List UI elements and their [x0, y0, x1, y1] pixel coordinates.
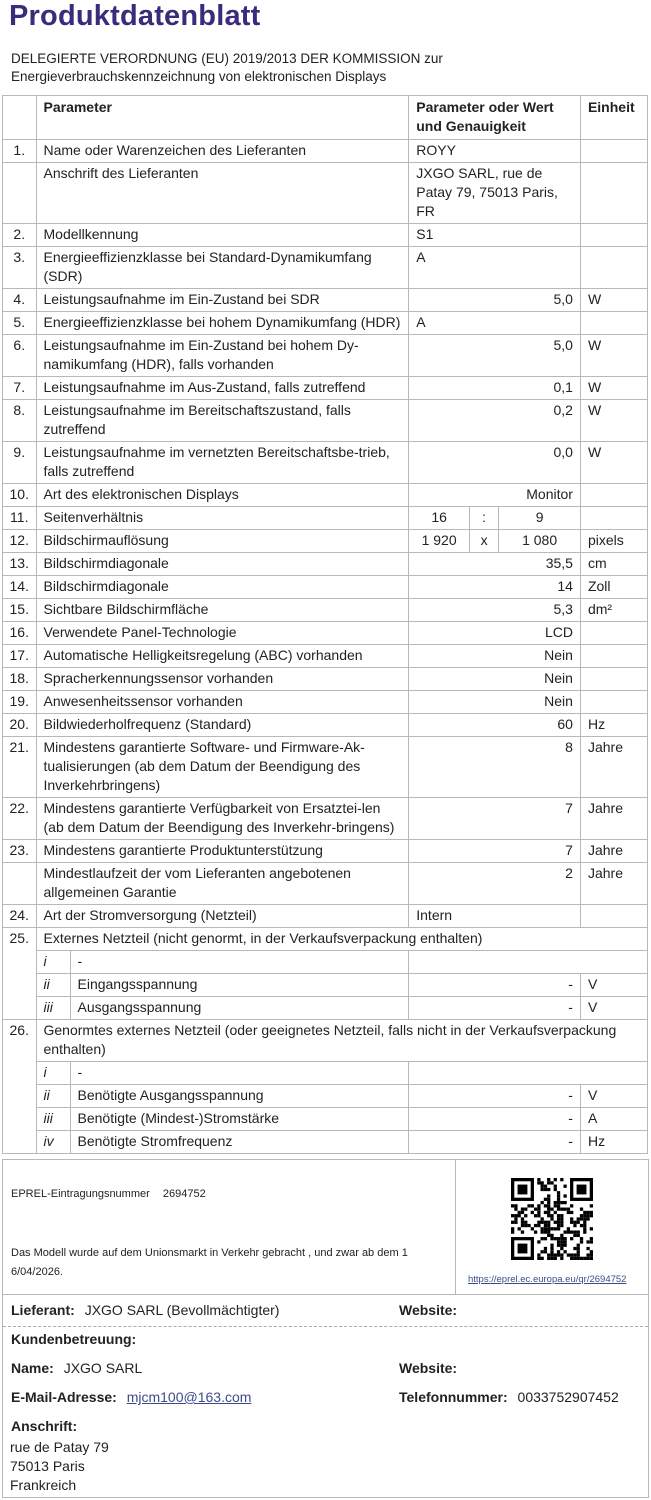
row-value: 0,0 — [409, 442, 581, 484]
row-number: 6. — [3, 335, 37, 377]
table-row — [3, 599, 648, 622]
header-value: Parameter oder Wert und Genauigkeit — [409, 96, 581, 140]
table-row — [3, 714, 648, 737]
cs-email-row — [11, 1389, 251, 1405]
psu-sub-label: Eingangsspannung — [77, 976, 198, 992]
table-row — [3, 905, 648, 928]
spec-table — [2, 95, 648, 1154]
table-row — [3, 163, 648, 224]
row-value: Nein — [409, 691, 581, 714]
row-parameter: Energieeffizienzklasse bei hohem Dynamikumfang (HDR) — [36, 312, 409, 335]
row-parameter: Mindestens garantierte Verfügbarkeit von Ersatztei-len (ab dem Datum der Beendigung des Inverkehr-bringens) — [36, 798, 409, 840]
row-number: 5. — [3, 312, 37, 335]
row-unit: Jahre — [580, 840, 647, 863]
psu-sub-label-cell — [36, 1062, 409, 1085]
row-parameter: Leistungsaufnahme im Bereitschaftszustand, falls zutreffend — [36, 400, 409, 442]
supplier-website-label: Website: — [399, 1302, 458, 1318]
cs-phone-row — [399, 1389, 619, 1405]
row-unit: pixels — [580, 530, 647, 553]
row-parameter: Art des elektronischen Displays — [36, 484, 409, 507]
row-value: 35,5 — [409, 553, 581, 576]
psu-title: Genormtes externes Netzteil (oder geeignetes Netzteil, falls nicht in der Verkaufsverpackung enthalten) — [36, 1020, 648, 1062]
psu-sub-unit: A — [580, 1108, 647, 1131]
row-number: 12. — [3, 530, 37, 553]
row-unit — [580, 163, 647, 224]
table-row — [3, 798, 648, 840]
row-unit: dm² — [580, 599, 647, 622]
row-parameter: Bildschirmdiagonale — [36, 553, 409, 576]
cs-address-lines — [10, 1438, 109, 1495]
cs-email-label: E-Mail-Adresse: — [11, 1389, 117, 1405]
table-row — [3, 140, 648, 163]
psu-sub-label: Ausgangsspannung — [77, 999, 202, 1015]
eprel-label: EPREL-Eintragungsnummer — [11, 1188, 150, 1200]
row-parameter: Mindestlaufzeit der vom Lieferanten angebotenen allgemeinen Garantie — [36, 863, 409, 905]
header-unit: Einheit — [580, 96, 647, 140]
table-row — [3, 840, 648, 863]
row-value: Nein — [409, 668, 581, 691]
row-value: A — [409, 312, 581, 335]
psu-sub-unit: Hz — [580, 1131, 647, 1154]
psu-sub-label-cell — [36, 951, 409, 974]
qr-code-icon — [511, 1178, 593, 1260]
row-value: 5,0 — [409, 335, 581, 377]
row-parameter: Anschrift des Lieferanten — [36, 163, 409, 224]
table-row — [3, 484, 648, 507]
psu-header-row — [3, 1020, 648, 1062]
cs-name-label: Name: — [11, 1360, 54, 1376]
row-unit: Zoll — [580, 576, 647, 599]
row-number: 18. — [3, 668, 37, 691]
psu-sub-label-wrap — [37, 974, 409, 996]
table-row — [3, 247, 648, 289]
row-parameter: Anwesenheitssensor vorhanden — [36, 691, 409, 714]
psu-sub-blank — [409, 1062, 648, 1085]
table-row — [3, 400, 648, 442]
row-unit — [580, 507, 647, 530]
psu-sub-label-cell — [36, 1131, 409, 1154]
row-value-second: 9 — [499, 507, 581, 530]
table-row — [3, 737, 648, 798]
row-unit — [580, 668, 647, 691]
psu-sub-label: - — [77, 1064, 83, 1080]
supplier-row — [11, 1302, 279, 1318]
psu-sub-row — [3, 1108, 648, 1131]
table-row — [3, 530, 648, 553]
row-unit — [580, 247, 647, 289]
row-parameter: Spracherkennungssensor vorhanden — [36, 668, 409, 691]
page-title: Produktdatenblatt — [9, 0, 261, 32]
row-number: 15. — [3, 599, 37, 622]
row-parameter: Mindestens garantierte Produktunterstützung — [36, 840, 409, 863]
row-unit: Jahre — [580, 798, 647, 840]
psu-sub-row — [3, 951, 648, 974]
psu-sub-index: i — [37, 1062, 71, 1084]
header-parameter: Parameter — [36, 96, 409, 140]
row-unit — [580, 691, 647, 714]
eprel-text-area — [3, 1160, 456, 1294]
psu-sub-blank — [409, 951, 648, 974]
divider — [3, 1326, 648, 1327]
row-parameter: Energieeffizienzklasse bei Standard-Dynamikumfang (SDR) — [36, 247, 409, 289]
row-value: S1 — [409, 224, 581, 247]
row-value: 8 — [409, 737, 581, 798]
psu-sub-index: ii — [37, 1085, 71, 1107]
row-unit: Jahre — [580, 737, 647, 798]
supplier-label: Lieferant: — [11, 1302, 75, 1318]
row-number: 17. — [3, 645, 37, 668]
row-number: 13. — [3, 553, 37, 576]
row-parameter: Modellkennung — [36, 224, 409, 247]
cs-website-label: Website: — [399, 1360, 458, 1376]
psu-sub-label-cell — [36, 1085, 409, 1108]
row-unit: W — [580, 289, 647, 312]
row-number: 16. — [3, 622, 37, 645]
row-number: 26. — [3, 1020, 37, 1154]
row-value: Intern — [409, 905, 581, 928]
row-parameter: Seitenverhältnis — [36, 507, 409, 530]
row-value-first: 16 — [409, 507, 470, 530]
row-value: 14 — [409, 576, 581, 599]
psu-sub-row — [3, 997, 648, 1020]
address-line: 75013 Paris — [10, 1458, 85, 1474]
row-number: 2. — [3, 224, 37, 247]
row-parameter: Verwendete Panel-Technologie — [36, 622, 409, 645]
row-number: 24. — [3, 905, 37, 928]
cs-email-link[interactable]: mjcm100@163.com — [126, 1389, 252, 1405]
psu-sub-label-cell — [36, 997, 409, 1020]
row-parameter: Leistungsaufnahme im vernetzten Bereitschaftsbe-trieb, falls zutreffend — [36, 442, 409, 484]
row-unit — [580, 622, 647, 645]
row-value: 7 — [409, 798, 581, 840]
eprel-number: 2694752 — [162, 1188, 206, 1200]
row-number: 4. — [3, 289, 37, 312]
row-unit — [580, 484, 647, 507]
psu-sub-value: - — [409, 1108, 581, 1131]
address-line: Frankreich — [10, 1477, 77, 1493]
cs-address-label: Anschrift: — [11, 1418, 78, 1434]
table-header-row — [3, 96, 648, 140]
customer-service-heading — [11, 1331, 142, 1347]
psu-title: Externes Netzteil (nicht genormt, in der Verkaufsverpackung enthalten) — [36, 928, 648, 951]
eprel-link[interactable]: https://eprel.ec.europa.eu/qr/2694752 — [468, 1274, 627, 1285]
row-parameter: Leistungsaufnahme im Aus-Zustand, falls zutreffend — [36, 377, 409, 400]
table-row — [3, 507, 648, 530]
psu-sub-label: Benötigte Stromfrequenz — [77, 1133, 233, 1149]
psu-sub-index: iv — [37, 1131, 71, 1153]
row-number: 3. — [3, 247, 37, 289]
supplier-value: JXGO SARL (Bevollmächtigter) — [84, 1302, 280, 1318]
psu-sub-index: i — [37, 951, 71, 973]
table-row — [3, 553, 648, 576]
row-number: 23. — [3, 840, 37, 863]
row-number: 25. — [3, 928, 37, 1020]
psu-sub-label: Benötigte Ausgangsspannung — [77, 1087, 264, 1103]
row-unit — [580, 645, 647, 668]
row-value: LCD — [409, 622, 581, 645]
cs-name-row — [11, 1360, 142, 1376]
row-parameter: Sichtbare Bildschirmfläche — [36, 599, 409, 622]
row-number: 21. — [3, 737, 37, 798]
row-parameter: Name oder Warenzeichen des Lieferanten — [36, 140, 409, 163]
psu-sub-index: iii — [37, 997, 71, 1019]
row-parameter: Art der Stromversorgung (Netzteil) — [36, 905, 409, 928]
psu-sub-label: - — [77, 953, 83, 969]
header-number — [3, 96, 37, 140]
row-unit — [580, 140, 647, 163]
table-row — [3, 442, 648, 484]
row-unit: W — [580, 335, 647, 377]
cs-address-heading — [11, 1418, 83, 1434]
row-value: 2 — [409, 863, 581, 905]
row-unit: Hz — [580, 714, 647, 737]
market-date-note: Das Modell wurde auf dem Unionsmarkt in Verkehr gebracht , und zwar ab dem 1 6/04/2026. — [11, 1247, 408, 1278]
row-unit: W — [580, 377, 647, 400]
psu-sub-label-wrap — [37, 1131, 409, 1153]
table-row — [3, 312, 648, 335]
row-unit — [580, 905, 647, 928]
table-row — [3, 668, 648, 691]
row-parameter: Bildschirmdiagonale — [36, 576, 409, 599]
row-parameter: Bildwiederholfrequenz (Standard) — [36, 714, 409, 737]
row-number: 14. — [3, 576, 37, 599]
table-row — [3, 224, 648, 247]
table-row — [3, 622, 648, 645]
psu-sub-label-cell — [36, 1108, 409, 1131]
row-value: 5,3 — [409, 599, 581, 622]
psu-sub-row — [3, 1062, 648, 1085]
row-number: 19. — [3, 691, 37, 714]
psu-sub-value: - — [409, 997, 581, 1020]
row-parameter: Bildschirmauflösung — [36, 530, 409, 553]
psu-header-row — [3, 928, 648, 951]
row-value: Monitor — [409, 484, 581, 507]
row-number: 7. — [3, 377, 37, 400]
address-line: rue de Patay 79 — [10, 1439, 109, 1455]
row-value: ROYY — [409, 140, 581, 163]
row-value: 0,2 — [409, 400, 581, 442]
row-value: 5,0 — [409, 289, 581, 312]
cs-website-row — [399, 1360, 463, 1376]
row-parameter: Mindestens garantierte Software- und Firmware-Ak-tualisierungen (ab dem Datum der Beendigung des Inverkehrbringens) — [36, 737, 409, 798]
psu-sub-row — [3, 974, 648, 997]
psu-sub-unit: V — [580, 997, 647, 1020]
psu-sub-unit: V — [580, 1085, 647, 1108]
row-value: 7 — [409, 840, 581, 863]
row-parameter: Leistungsaufnahme im Ein-Zustand bei SDR — [36, 289, 409, 312]
row-number: 10. — [3, 484, 37, 507]
psu-sub-label-wrap — [37, 1108, 409, 1130]
row-value-second: 1 080 — [499, 530, 581, 553]
spec-table-body — [3, 140, 648, 1154]
row-parameter: Leistungsaufnahme im Ein-Zustand bei hohem Dy-namikumfang (HDR), falls vorhanden — [36, 335, 409, 377]
table-row — [3, 289, 648, 312]
psu-sub-label-wrap — [37, 1085, 409, 1107]
row-unit: W — [580, 442, 647, 484]
psu-sub-label-wrap — [37, 997, 409, 1019]
psu-sub-index: iii — [37, 1108, 71, 1130]
row-parameter: Automatische Helligkeitsregelung (ABC) vorhanden — [36, 645, 409, 668]
row-unit: Jahre — [580, 863, 647, 905]
eprel-registration — [11, 1188, 206, 1200]
row-unit — [580, 224, 647, 247]
table-row — [3, 377, 648, 400]
row-unit: cm — [580, 553, 647, 576]
cs-phone-value: 0033752907452 — [517, 1389, 619, 1405]
row-number: 20. — [3, 714, 37, 737]
psu-sub-value: - — [409, 1131, 581, 1154]
row-value: 0,1 — [409, 377, 581, 400]
row-value-separator: : — [469, 507, 498, 530]
psu-sub-value: - — [409, 1085, 581, 1108]
row-number: 9. — [3, 442, 37, 484]
table-row — [3, 863, 648, 905]
regulation-subtitle: DELEGIERTE VERORDNUNG (EU) 2019/2013 DER KOMMISSION zur Energieverbrauchskennzeichnung von elektronischen Displays — [11, 51, 443, 84]
row-number — [3, 163, 37, 224]
row-number — [3, 863, 37, 905]
row-value-first: 1 920 — [409, 530, 470, 553]
row-number: 8. — [3, 400, 37, 442]
psu-sub-row — [3, 1085, 648, 1108]
row-number: 11. — [3, 507, 37, 530]
table-row — [3, 335, 648, 377]
row-value: JXGO SARL, rue de Patay 79, 75013 Paris, FR — [409, 163, 581, 224]
supplier-website — [399, 1302, 463, 1318]
row-unit — [580, 312, 647, 335]
psu-sub-row — [3, 1131, 648, 1154]
table-row — [3, 645, 648, 668]
psu-sub-label-wrap — [37, 1062, 409, 1084]
eprel-section — [3, 1160, 648, 1295]
row-value: 60 — [409, 714, 581, 737]
psu-sub-value: - — [409, 974, 581, 997]
row-number: 1. — [3, 140, 37, 163]
psu-sub-label: Benötigte (Mindest-)Stromstärke — [77, 1110, 280, 1126]
table-row — [3, 691, 648, 714]
cs-name-value: JXGO SARL — [63, 1360, 143, 1376]
row-value: Nein — [409, 645, 581, 668]
row-value: A — [409, 247, 581, 289]
row-number: 22. — [3, 798, 37, 840]
psu-sub-unit: V — [580, 974, 647, 997]
row-value-separator: x — [469, 530, 498, 553]
row-unit: W — [580, 400, 647, 442]
table-row — [3, 576, 648, 599]
psu-sub-label-wrap — [37, 951, 409, 973]
psu-sub-index: ii — [37, 974, 71, 996]
customer-service-label: Kundenbetreuung: — [11, 1331, 137, 1347]
cs-phone-label: Telefonnummer: — [399, 1389, 508, 1405]
psu-sub-label-cell — [36, 974, 409, 997]
